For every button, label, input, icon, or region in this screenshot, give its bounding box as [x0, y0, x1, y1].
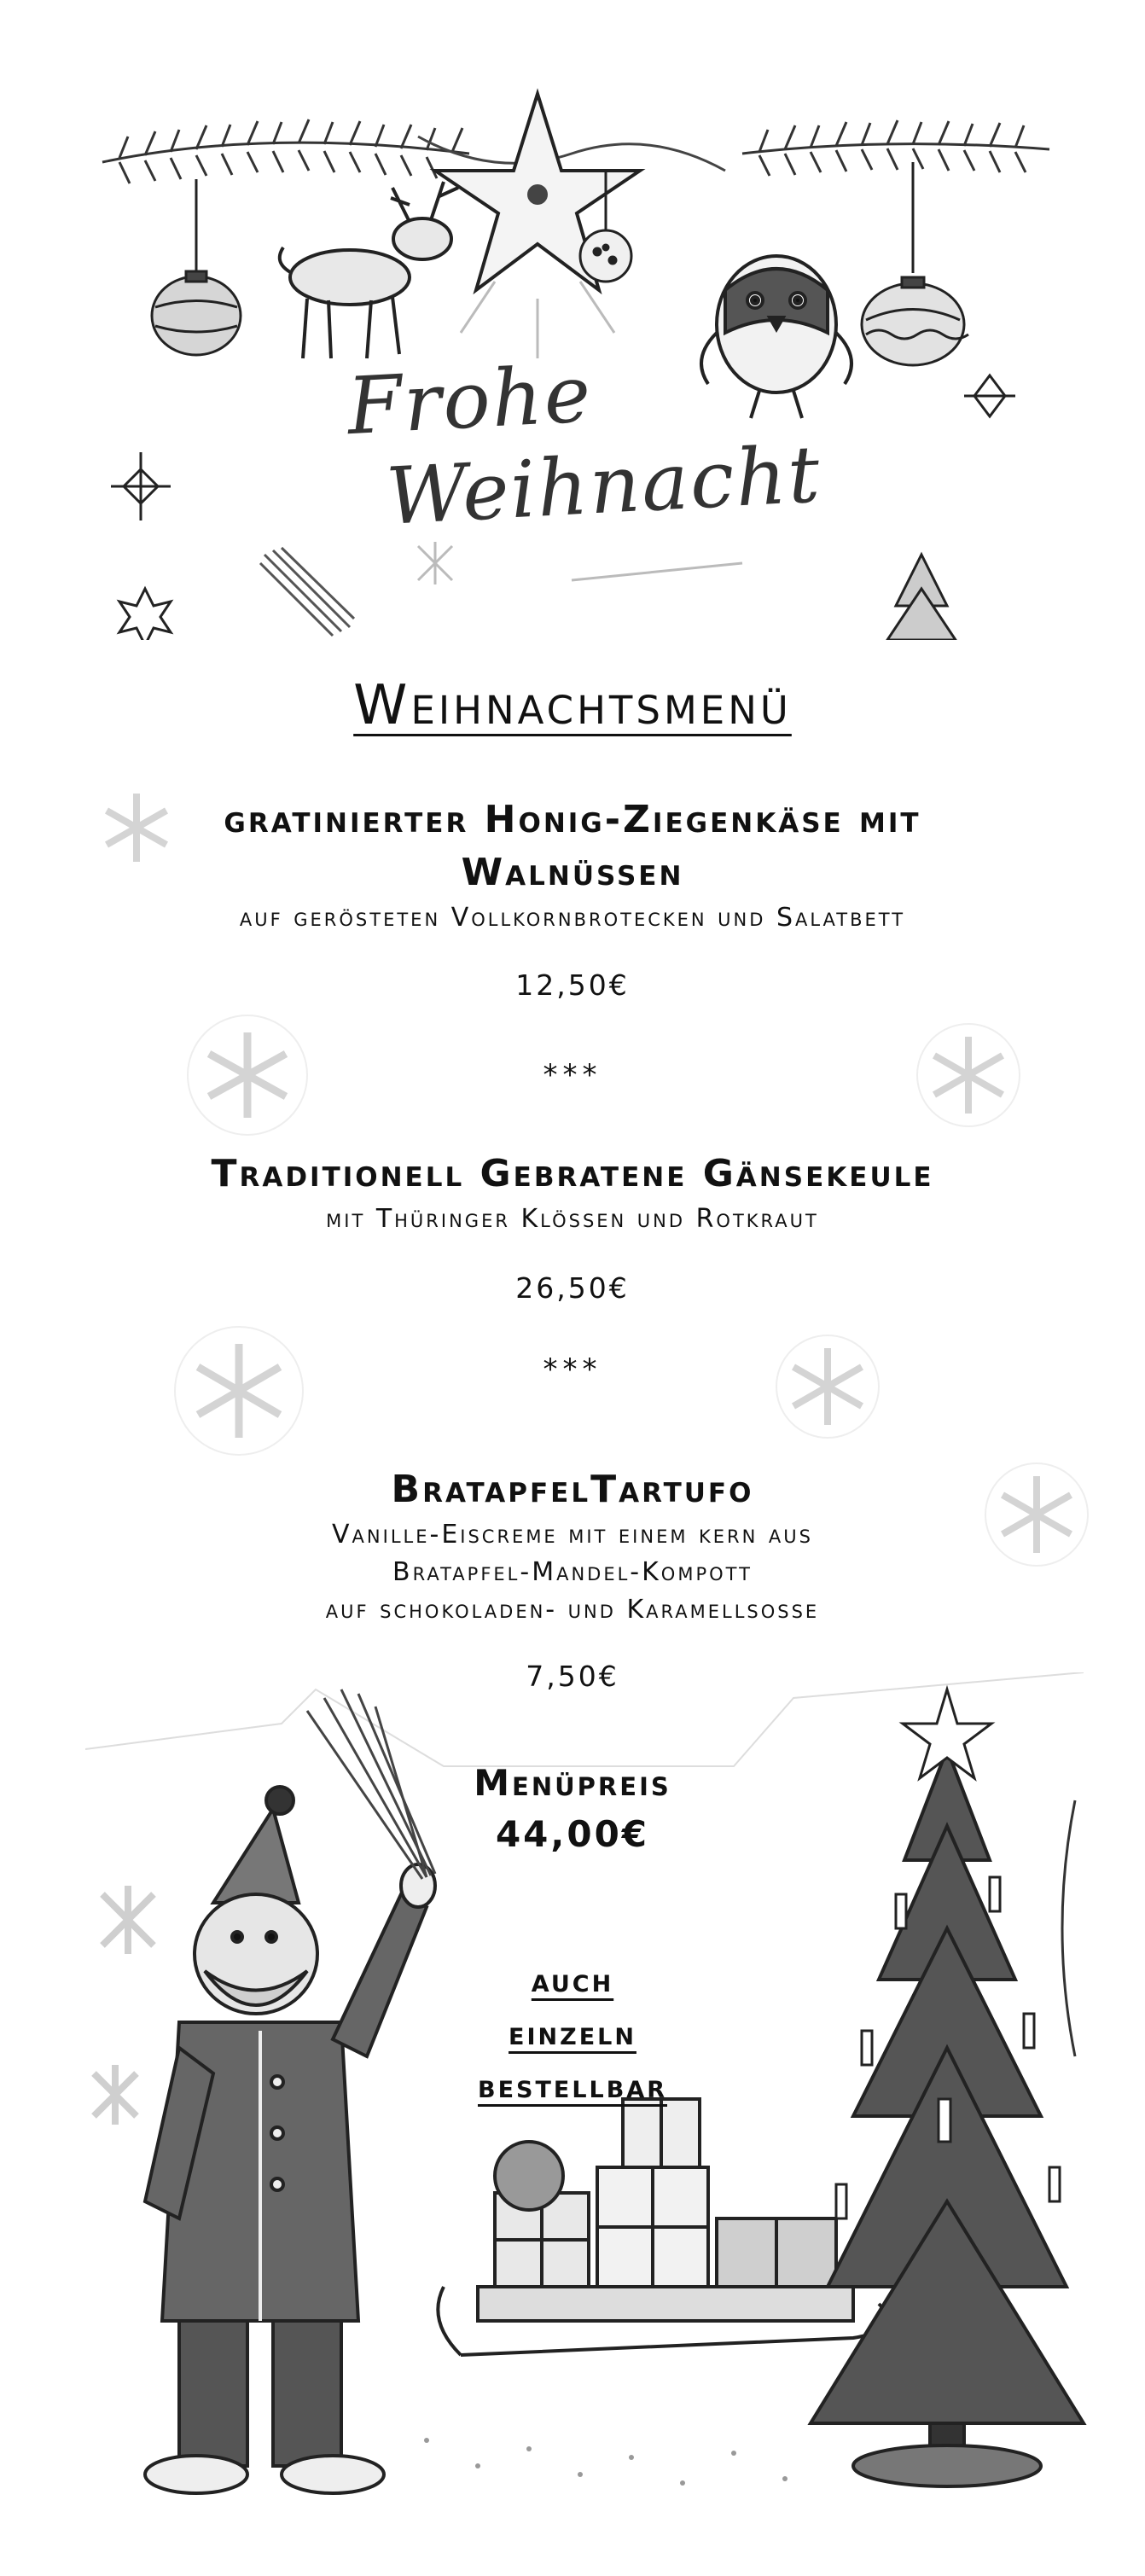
- greeting-line-2: Weihnacht: [384, 428, 824, 543]
- dish-description-line-3: auf schokoladen- und Karamellsosse: [325, 1595, 820, 1625]
- course-dessert: [0, 1463, 1145, 1629]
- dish-name-line-1: gratinierter Honig-Ziegenkäse mit: [224, 798, 921, 841]
- greeting-lettering: [345, 339, 824, 549]
- dish-name-line-1: Traditionell Gebratene Gänsekeule: [211, 1152, 934, 1195]
- course-starter: [0, 794, 1145, 937]
- dish-price: 7,50€: [526, 1660, 619, 1693]
- order-note-line-1: auch: [531, 1962, 614, 1999]
- snowflake-icon: [772, 1331, 883, 1442]
- menu-total: [0, 1758, 1145, 1860]
- course-separator: ***: [543, 1352, 602, 1387]
- course-separator: ***: [543, 1058, 602, 1092]
- course-main: [0, 1148, 1145, 1238]
- menu-title: Weihnachtsmenü: [353, 674, 792, 737]
- dish-price: 26,50€: [515, 1271, 630, 1305]
- greeting-line-1: Frohe: [345, 348, 595, 453]
- dish-price: 12,50€: [515, 968, 630, 1002]
- snowflake-icon: [171, 1323, 307, 1459]
- menu-price-label: Menüpreis: [474, 1762, 671, 1804]
- order-note: [0, 1954, 1145, 2113]
- dish-description-line-2: Bratapfel-Mandel-Kompott: [392, 1557, 753, 1587]
- menu-price-value: 44,00€: [495, 1813, 650, 1855]
- dish-name-line-2: Walnüssen: [461, 851, 684, 894]
- order-note-line-2: einzeln: [509, 2015, 636, 2052]
- dish-name-line-1: BratapfelTartufo: [391, 1468, 754, 1511]
- header-illustration: [94, 77, 1058, 640]
- dish-description: auf gerösteten Vollkornbrotecken und Salatbett: [239, 903, 906, 933]
- dish-description: mit Thüringer Klössen und Rotkraut: [326, 1204, 819, 1234]
- order-note-line-3: bestellbar: [477, 2067, 667, 2105]
- dish-description-line-1: Vanille-Eiscreme mit einem kern aus: [332, 1520, 813, 1550]
